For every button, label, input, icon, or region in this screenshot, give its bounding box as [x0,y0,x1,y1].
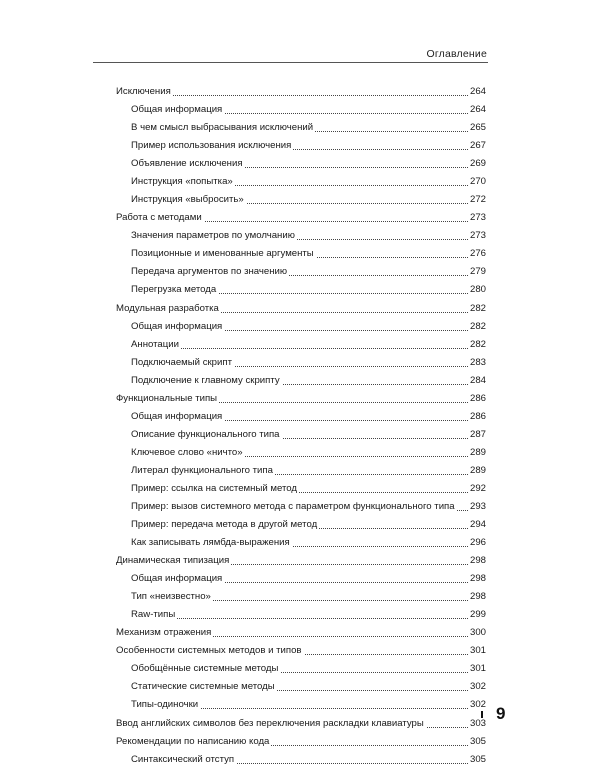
toc-entry-title: Типы-одиночки [131,699,199,711]
toc-entry-page: 289 [469,464,486,476]
toc-section [116,477,486,495]
toc-entry-title: Позиционные и именованные аргументы [131,248,314,260]
toc-entry-title: Особенности системных методов и типов [116,645,302,657]
toc-section [116,242,486,260]
table-of-contents [116,80,486,766]
toc-chapter [116,639,486,657]
toc-entry-page: 301 [469,645,486,657]
toc-entry-title: Raw-типы [131,608,176,620]
toc-entry-title: Подключаемый скрипт [131,356,232,368]
page-number: 9 [496,704,506,723]
toc-entry-page: 298 [469,572,486,584]
toc-entry-title: Пример использования исключения [131,140,292,152]
toc-section [116,260,486,278]
header-rule [93,62,488,63]
header-title: Оглавление [426,48,487,60]
toc-entry-page: 292 [469,482,486,494]
toc-section [116,351,486,369]
toc-entry-title: Динамическая типизация [116,554,230,566]
toc-entry-title: Модульная разработка [116,302,219,314]
toc-entry-page: 283 [469,356,486,368]
toc-chapter [116,621,486,639]
dot-leader [131,618,486,619]
toc-entry-page: 301 [469,663,486,675]
toc-entry-page: 293 [469,500,486,512]
toc-section [116,116,486,134]
toc-entry-title: Пример: ссылка на системный метод [131,482,297,494]
toc-entry-page: 303 [469,717,486,729]
toc-entry-page: 286 [469,410,486,422]
toc-entry-page: 279 [469,266,486,278]
toc-section [116,224,486,242]
toc-entry-title: Функциональные типы [116,392,218,404]
toc-section [116,531,486,549]
toc-section [116,188,486,206]
toc-entry-page: 286 [469,392,486,404]
toc-entry-page: 280 [469,284,486,296]
toc-section [116,152,486,170]
toc-entry-title: Общая информация [131,410,223,422]
toc-section [116,315,486,333]
toc-section [116,423,486,441]
toc-entry-title: Литерал функционального типа [131,464,273,476]
toc-entry-title: Описание функционального типа [131,428,280,440]
toc-entry-title: Как записывать лямбда-выражения [131,536,290,548]
toc-entry-title: Обобщённые системные методы [131,663,279,675]
toc-entry-page: 267 [469,140,486,152]
toc-entry-page: 305 [469,753,486,765]
toc-entry-page: 282 [469,338,486,350]
toc-entry-title: Синтаксический отступ [131,753,235,765]
toc-entry-page: 282 [469,320,486,332]
toc-entry-page: 300 [469,627,486,639]
toc-entry-page: 296 [469,536,486,548]
toc-entry-title: Пример: передача метода в другой метод [131,518,318,530]
toc-entry-title: Пример: вызов системного метода с параметром функционального типа [131,500,455,512]
toc-entry-page: 264 [469,104,486,116]
toc-entry-title: Ввод английских символов без переключения раскладки клавиатуры [116,717,424,729]
toc-entry-page: 298 [469,554,486,566]
toc-entry-title: Статические системные методы [131,681,275,693]
toc-section [116,441,486,459]
toc-entry-title: Аннотации [131,338,179,350]
toc-entry-title: Ключевое слово «ничто» [131,446,243,458]
toc-chapter [116,296,486,314]
toc-entry-page: 269 [469,158,486,170]
toc-chapter [116,206,486,224]
toc-entry-title: Общая информация [131,320,223,332]
toc-entry-title: В чем смысл выбрасывания исключений [131,122,314,134]
toc-section [116,657,486,675]
toc-entry-page: 287 [469,428,486,440]
toc-entry-title: Тип «неизвестно» [131,590,211,602]
toc-chapter [116,730,486,748]
toc-entry-page: 264 [469,86,486,98]
toc-entry-title: Объявление исключения [131,158,243,170]
toc-section [116,748,486,766]
toc-entry-page: 282 [469,302,486,314]
toc-entry-page: 302 [469,699,486,711]
toc-entry-page: 284 [469,374,486,386]
toc-entry-title: Инструкция «попытка» [131,176,233,188]
toc-chapter [116,711,486,729]
toc-chapter [116,387,486,405]
toc-section [116,98,486,116]
toc-section [116,333,486,351]
toc-chapter [116,549,486,567]
toc-entry-title: Передача аргументов по значению [131,266,288,278]
toc-entry-title: Значения параметров по умолчанию [131,230,295,242]
toc-section [116,495,486,513]
toc-entry-page: 298 [469,590,486,602]
toc-chapter [116,80,486,98]
toc-entry-title: Общая информация [131,572,223,584]
toc-section [116,278,486,296]
toc-entry-title: Механизм отражения [116,627,212,639]
toc-section [116,405,486,423]
toc-entry-title: Исключения [116,86,171,98]
toc-entry-page: 294 [469,518,486,530]
toc-entry-page: 265 [469,122,486,134]
toc-section [116,513,486,531]
toc-entry-title: Рекомендации по написанию кода [116,735,270,747]
toc-section [116,459,486,477]
toc-entry-page: 273 [469,212,486,224]
toc-section [116,369,486,387]
toc-entry-page: 270 [469,176,486,188]
toc-section [116,170,486,188]
toc-entry-title: Общая информация [131,104,223,116]
toc-entry-page: 276 [469,248,486,260]
toc-section [116,603,486,621]
toc-entry-title: Инструкция «выбросить» [131,194,244,206]
toc-entry-title: Подключение к главному скрипту [131,374,280,386]
toc-entry-page: 273 [469,230,486,242]
toc-entry-page: 305 [469,735,486,747]
toc-section [116,693,486,711]
toc-entry-page: 289 [469,446,486,458]
toc-entry-page: 272 [469,194,486,206]
toc-section [116,567,486,585]
toc-section [116,134,486,152]
toc-section [116,585,486,603]
toc-entry-page: 299 [469,608,486,620]
dot-leader [131,348,486,349]
toc-section [116,675,486,693]
toc-entry-title: Работа с методами [116,212,202,224]
toc-entry-page: 302 [469,681,486,693]
toc-entry-title: Перегрузка метода [131,284,217,296]
